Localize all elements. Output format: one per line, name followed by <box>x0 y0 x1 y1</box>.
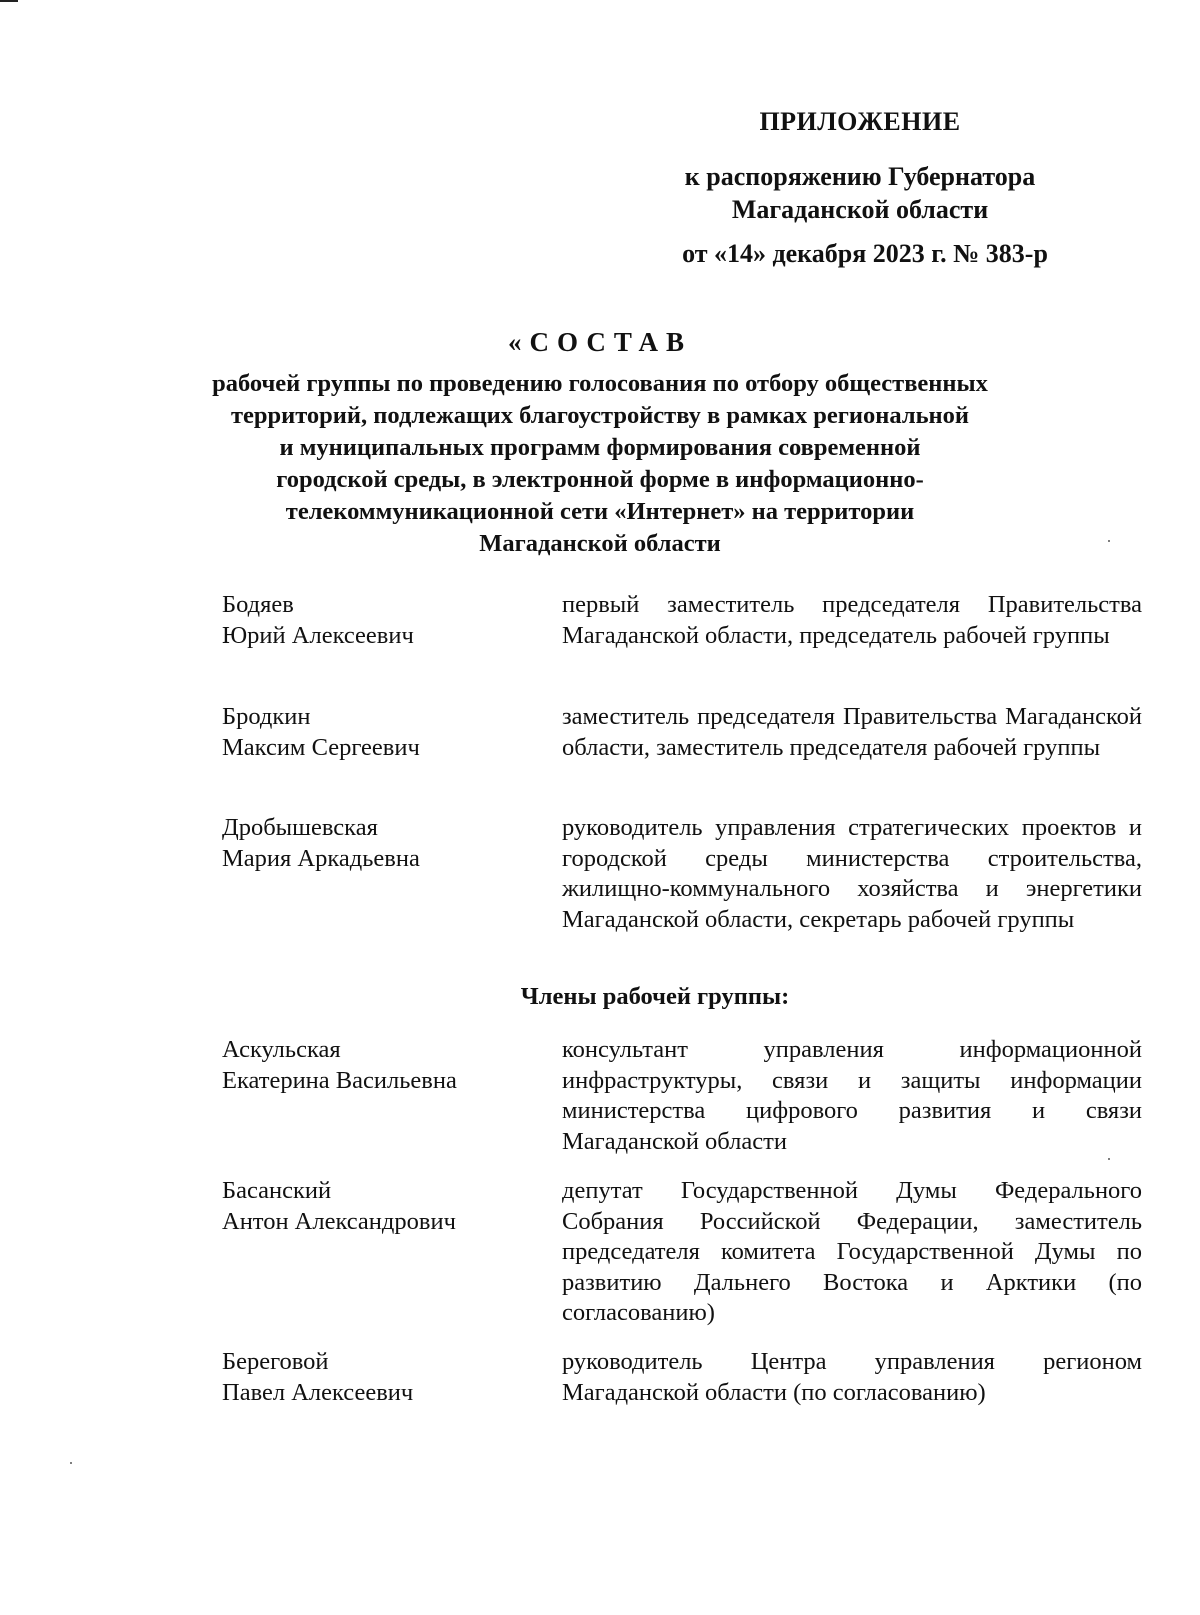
member-role: руководитель Центра управления регионом Магаданской области (по согласованию) <box>562 1348 1142 1406</box>
member-name <box>222 1035 562 1157</box>
member-name <box>222 590 562 651</box>
member-entry <box>222 1176 1142 1329</box>
leader-entry <box>222 813 1142 935</box>
members-heading <box>0 983 1200 1011</box>
composition-title: «СОСТАВ <box>508 327 692 357</box>
member-role: руководитель управления стратегических проектов и городской среды министерства строительства, жилищно-коммунального хозяйства и энергетики Магаданской области, секретарь рабочей группы <box>562 814 1142 933</box>
member-surname: Береговой <box>222 1348 329 1375</box>
member-given-name: Павел Алексеевич <box>222 1378 414 1406</box>
member-role: заместитель председателя Правительства Магаданской области, заместитель председателя рабочей группы <box>562 703 1142 761</box>
member-surname: Аскульская <box>222 1036 341 1063</box>
member-role: консультант управления информационной инфраструктуры, связи и защиты информации министерства цифрового развития и связи Магаданской области <box>562 1036 1142 1155</box>
subtitle-line: телекоммуникационной сети «Интернет» на территории <box>285 498 915 525</box>
member-surname: Бродкин <box>222 703 311 730</box>
leader-entry <box>222 702 1142 763</box>
subtitle-line: рабочей группы по проведению голосования по отбору общественных <box>212 370 988 397</box>
members-heading-text: Члены рабочей группы: <box>520 983 790 1010</box>
member-name <box>222 1347 562 1408</box>
composition-subtitle <box>150 368 1050 560</box>
member-name <box>222 813 562 935</box>
scan-speck <box>1108 1158 1110 1160</box>
member-entry <box>222 1347 1142 1408</box>
scan-speck <box>1108 540 1110 542</box>
member-given-name: Юрий Алексеевич <box>222 621 414 649</box>
member-entry <box>222 1035 1142 1157</box>
member-role: первый заместитель председателя Правительства Магаданской области, председатель рабочей группы <box>562 591 1142 649</box>
leader-entry <box>222 590 1142 651</box>
member-name <box>222 702 562 763</box>
subtitle-line: Магаданской области <box>479 530 721 557</box>
member-surname: Дробышевская <box>222 814 378 841</box>
appendix-reference-line: Магаданской области <box>731 195 989 224</box>
member-surname: Бодяев <box>222 591 294 618</box>
member-role: депутат Государственной Думы Федерального Собрания Российской Федерации, заместитель председателя комитета Государственной Думы по развитию Дальнего Востока и Арктики (по согласованию) <box>562 1177 1142 1326</box>
member-given-name: Антон Александрович <box>222 1207 456 1235</box>
member-given-name: Мария Аркадьевна <box>222 844 420 872</box>
subtitle-line: городской среды, в электронной форме в информационно- <box>276 466 924 493</box>
scan-speck <box>70 1462 72 1464</box>
member-given-name: Екатерина Васильевна <box>222 1066 457 1094</box>
appendix-reference <box>640 160 1080 226</box>
member-name <box>222 1176 562 1329</box>
order-date-number: от «14» декабря 2023 г. № 383-р <box>682 239 1048 268</box>
subtitle-line: территорий, подлежащих благоустройству в рамках региональной <box>230 402 970 429</box>
scan-corner-mark <box>0 0 18 2</box>
member-surname: Басанский <box>222 1177 332 1204</box>
member-given-name: Максим Сергеевич <box>222 733 420 761</box>
subtitle-line: и муниципальных программ формирования современной <box>279 434 921 461</box>
appendix-reference-line: к распоряжению Губернатора <box>684 162 1036 191</box>
appendix-title: ПРИЛОЖЕНИЕ <box>759 107 961 136</box>
